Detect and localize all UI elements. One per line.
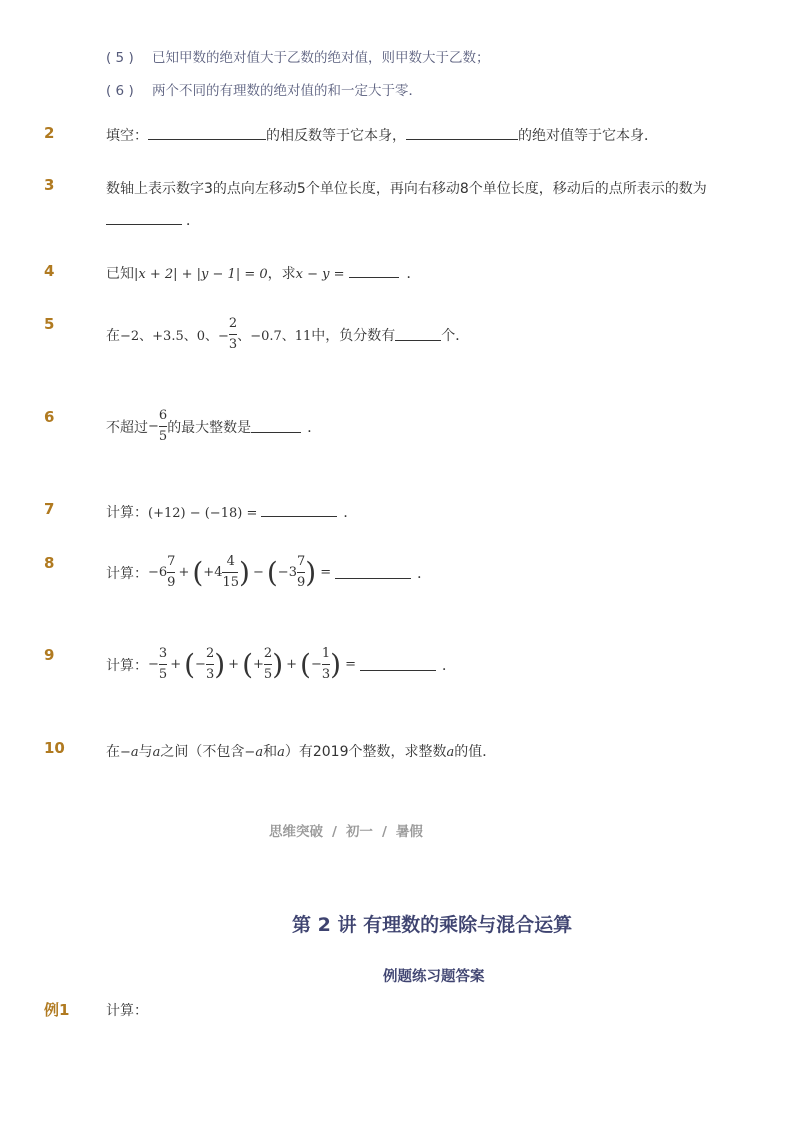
question-7 (106, 502, 357, 522)
answer-blank (349, 265, 399, 278)
answer-blank (251, 420, 301, 433)
math-expression: − (148, 657, 159, 672)
answer-blank (148, 127, 266, 140)
math-operator: + (286, 657, 298, 672)
sub-item-text: 两个不同的有理数的绝对值的和一定大于零． (152, 83, 423, 99)
sub-item-label: ( 5 ) (106, 50, 134, 66)
sub-item-5 (106, 46, 490, 66)
math-expression: + (253, 657, 264, 672)
fraction: $\frac{6}{5}$ (158, 408, 168, 444)
right-paren: ) (272, 647, 284, 681)
question-number: 2 (44, 124, 55, 142)
math-expression: − (195, 657, 206, 672)
page-footer: 思维突破 / 初一 / 暑假 (269, 824, 423, 840)
question-text: 的绝对值等于它本身． (518, 128, 658, 144)
question-text: 个． (441, 327, 470, 344)
example-label: 例1 (44, 1001, 70, 1019)
math-operator: + (178, 565, 190, 580)
question-text: 在 (106, 744, 120, 760)
question-8 (106, 554, 431, 591)
question-text: 与 (138, 744, 153, 760)
sub-item-text: 已知甲数的绝对值大于乙数的绝对值，则甲数大于乙数； (152, 50, 490, 66)
math-expression: −a (120, 745, 139, 760)
question-text: 和 (263, 744, 278, 760)
math-expression: −a (244, 745, 264, 760)
question-text: ）有2019个整数，求整数 (284, 744, 447, 760)
sub-item-6 (106, 79, 422, 99)
math-expression: a (277, 745, 285, 760)
question-text: 计算： (106, 657, 148, 674)
example-text: 计算： (106, 1003, 148, 1019)
question-number: 5 (44, 315, 55, 333)
question-3-line2 (106, 210, 200, 230)
question-text: 不超过 (106, 419, 148, 436)
math-expression: a (152, 745, 161, 760)
math-expression: +4 (203, 565, 223, 580)
question-3-line1: 数轴上表示数字3的点向左移动5个单位长度，再向右移动8个单位长度，移动后的点所表示的数为 (106, 181, 707, 197)
question-10 (106, 741, 496, 761)
question-number: 10 (44, 739, 65, 757)
fraction: $\frac{2}{3}$ (205, 646, 215, 682)
section-subtitle: 例题练习题答案 (383, 969, 485, 985)
question-9 (106, 646, 456, 683)
math-expression: |x + 2| + |y − 1| = 0 (134, 267, 268, 282)
math-expression: − (148, 419, 159, 434)
question-text: 的最大整数是 (167, 419, 252, 436)
question-text: 填空： (106, 128, 148, 144)
math-expression: −6 (148, 565, 168, 580)
answer-blank (335, 566, 411, 579)
chapter-title: 第 2 讲 有理数的乘除与混合运算 (292, 914, 573, 936)
question-6 (106, 408, 321, 445)
question-text: ． (307, 419, 322, 436)
left-paren: ( (242, 647, 253, 681)
question-5 (106, 316, 469, 353)
question-text: 计算： (106, 505, 148, 521)
question-number: 3 (44, 176, 55, 194)
question-number: 6 (44, 408, 55, 426)
fraction: $\frac{4}{15}$ (222, 554, 240, 590)
question-number: 7 (44, 500, 55, 518)
fraction: $\frac{2}{3}$ (228, 316, 238, 352)
question-text: 中，负分数有 (311, 327, 396, 344)
right-paren: ) (305, 555, 317, 589)
math-expression: (+12) − (−18) = (148, 506, 258, 521)
question-4 (106, 263, 421, 283)
question-text: 的值． (454, 744, 497, 760)
left-paren: ( (192, 555, 204, 589)
answer-blank (106, 212, 182, 225)
question-text: 在 (106, 327, 120, 344)
left-paren: ( (266, 555, 278, 589)
right-paren: ) (214, 647, 226, 681)
math-operator: = (320, 565, 332, 580)
answer-blank (406, 127, 518, 140)
math-expression: 、−0.7、11 (237, 329, 312, 344)
math-expression: −3 (277, 565, 297, 580)
math-operator: − (252, 565, 264, 580)
question-2 (106, 125, 658, 145)
left-paren: ( (300, 647, 311, 681)
answer-blank (360, 658, 436, 671)
question-text: 已知 (106, 266, 134, 282)
question-text: 计算： (106, 565, 148, 582)
question-text: 之间（不包含 (160, 744, 245, 760)
question-text: ． (186, 213, 200, 229)
fraction: $\frac{1}{3}$ (321, 646, 331, 682)
question-text: 的相反数等于它本身， (266, 128, 406, 144)
answer-blank (261, 504, 337, 517)
math-operator: + (228, 657, 240, 672)
answer-blank (395, 328, 441, 341)
question-text: ． (442, 657, 456, 674)
question-number: 9 (44, 646, 55, 664)
question-text: ． (406, 266, 421, 282)
math-expression: −2、+3.5、0、− (120, 329, 229, 344)
math-expression: a (446, 745, 455, 760)
fraction: $\frac{3}{5}$ (158, 646, 168, 682)
math-expression: − (310, 657, 322, 672)
math-expression: x − y = (295, 267, 345, 282)
fraction: $\frac{7}{9}$ (167, 554, 176, 590)
question-text: ． (417, 565, 432, 582)
question-number: 4 (44, 262, 55, 280)
fraction: $\frac{7}{9}$ (296, 554, 306, 590)
math-operator: + (170, 657, 182, 672)
math-operator: = (345, 657, 356, 672)
left-paren: ( (184, 647, 196, 681)
sub-item-label: ( 6 ) (106, 83, 134, 99)
question-text: ，求 (267, 266, 296, 282)
question-text: ． (343, 505, 358, 521)
fraction: $\frac{2}{5}$ (263, 646, 273, 682)
question-number: 8 (44, 554, 55, 572)
right-paren: ) (330, 647, 342, 681)
right-paren: ) (239, 555, 250, 589)
